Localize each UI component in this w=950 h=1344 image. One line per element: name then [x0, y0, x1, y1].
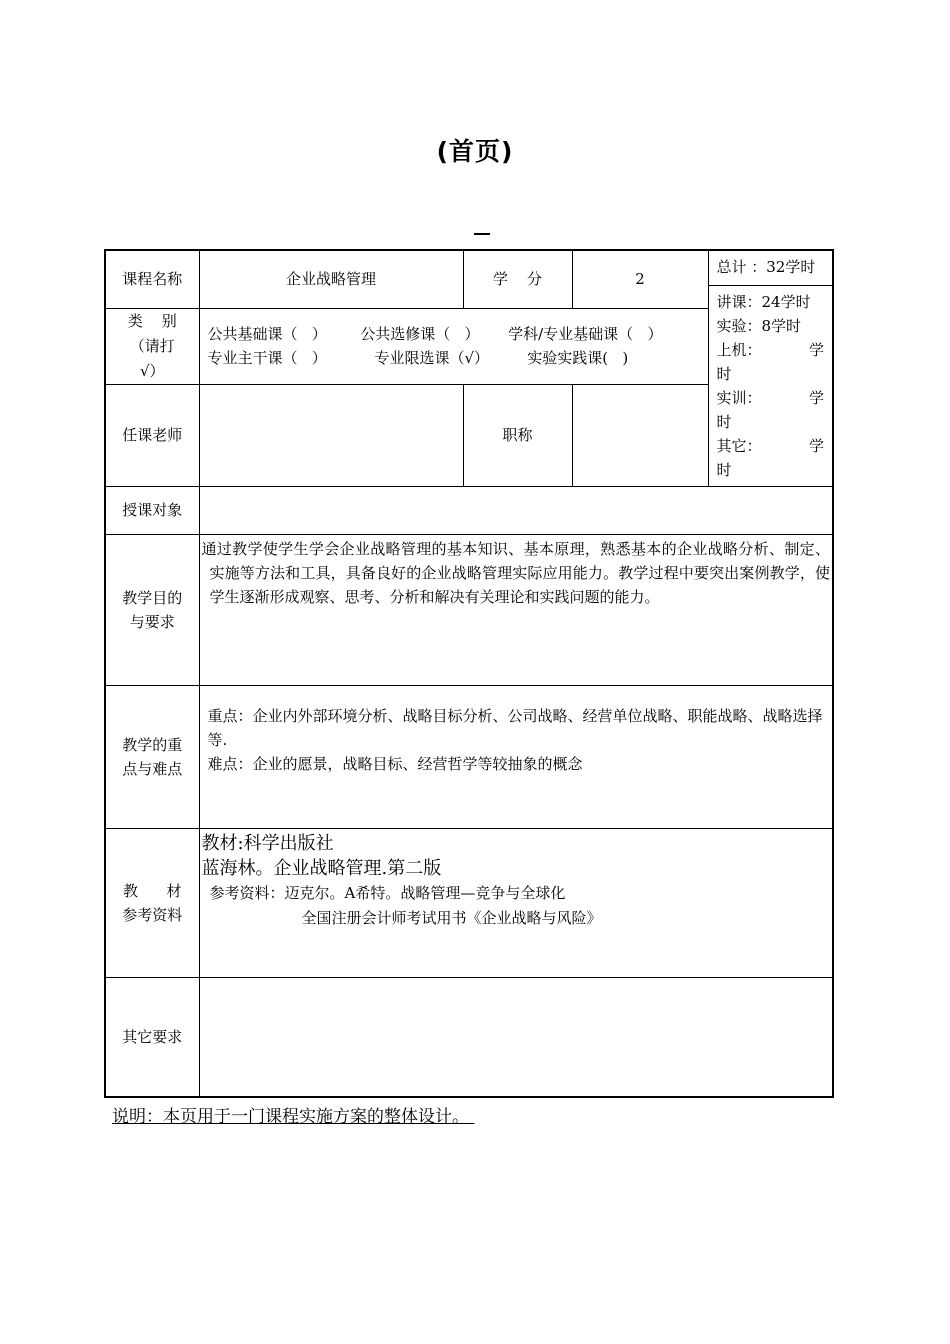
job-title-label: 职称	[463, 384, 572, 486]
credit-label: 学 分	[463, 250, 572, 308]
page-title: (首页)	[436, 137, 514, 166]
teacher-value[interactable]	[199, 384, 463, 486]
category-option[interactable]: 实验实践课( )	[527, 349, 629, 367]
category-label	[105, 308, 199, 384]
other-requirements-value[interactable]	[199, 977, 833, 1097]
materials-label	[105, 828, 199, 977]
materials-label-line1: 教 材	[122, 881, 182, 900]
category-label-line1: 类 别	[127, 311, 177, 330]
keypoints-content	[199, 685, 833, 828]
goals-label	[105, 534, 199, 685]
course-name-label: 课程名称	[105, 250, 199, 308]
hours-training	[717, 386, 825, 410]
hours-lab: 实验：8学时	[716, 317, 802, 335]
row-goals	[105, 534, 833, 685]
hours-other-tail: 时	[716, 461, 732, 479]
materials-reference-2: 全国注册会计师考试用书《企业战略与风险》	[301, 908, 602, 927]
hours-computer-unit: 学	[808, 341, 824, 359]
category-label-line2: （请打	[129, 336, 175, 355]
short-dash-divider	[474, 233, 490, 235]
row-course-name	[105, 250, 833, 308]
hours-lecture: 讲课：24学时	[716, 293, 811, 311]
credit-value: 2	[572, 250, 708, 308]
audience-value[interactable]	[199, 486, 833, 534]
materials-textbook: 教材:科学出版社	[201, 832, 334, 854]
row-keypoints	[105, 685, 833, 828]
row-other	[105, 977, 833, 1097]
materials-content	[199, 828, 833, 977]
hours-computer	[717, 338, 825, 362]
keypoints-label-line2: 点与难点	[122, 759, 183, 778]
hours-other-unit: 学	[808, 437, 824, 455]
hours-training-label: 实训：	[716, 389, 762, 407]
goals-text: 通过教学使学生学会企业战略管理的基本知识、基本原理，熟悉基本的企业战略分析、制定、实施等方法和工具，具备良好的企业战略管理实际应用能力。教学过程中要突出案例教学，使学生逐渐形成观察、思考、分析和解决有关理论和实践问题的能力。	[199, 534, 833, 685]
footnote: 说明：本页用于一门课程实施方案的整体设计。	[112, 1107, 475, 1127]
row-audience	[105, 486, 833, 534]
course-name-value: 企业战略管理	[199, 250, 463, 308]
hours-training-unit: 学	[808, 389, 824, 407]
hours-training-tail: 时	[716, 413, 732, 431]
course-plan-table	[104, 249, 834, 1098]
hours-computer-tail: 时	[716, 365, 732, 383]
job-title-value[interactable]	[572, 384, 708, 486]
category-option[interactable]: 公共选修课（ ）	[360, 325, 480, 343]
hours-computer-label: 上机：	[716, 341, 762, 359]
category-option[interactable]: 公共基础课（ ）	[207, 325, 327, 343]
other-requirements-label: 其它要求	[105, 977, 199, 1097]
category-label-line3: √）	[139, 361, 165, 380]
goals-label-line2: 与要求	[129, 612, 175, 631]
category-option[interactable]: 专业主干课（ ）	[207, 349, 327, 367]
keypoints-label-line1: 教学的重	[122, 735, 183, 754]
keypoints-label	[105, 685, 199, 828]
materials-reference: 参考资料：迈克尔。A希特。战略管理—竞争与全球化	[209, 883, 566, 902]
hours-other-label: 其它：	[716, 437, 762, 455]
hours-other	[717, 434, 825, 458]
audience-label: 授课对象	[105, 486, 199, 534]
goals-label-line1: 教学目的	[122, 588, 183, 607]
keypoints-emphasis: 重点：企业内外部环境分析、战略目标分析、公司战略、经营单位战略、职能战略、战略选择等.	[207, 706, 823, 749]
keypoints-difficulty: 难点：企业的愿景，战略目标、经营哲学等较抽象的概念	[207, 754, 583, 773]
category-option[interactable]: 专业限选课（√）	[374, 349, 490, 367]
hours-breakdown	[708, 250, 833, 486]
category-option[interactable]: 学科/专业基础课（ ）	[508, 325, 663, 343]
materials-textbook-title: 蓝海林。企业战略管理.第二版	[201, 857, 442, 879]
materials-label-line2: 参考资料	[122, 905, 183, 924]
hours-total: 总计 ：32学时	[709, 255, 833, 286]
row-materials	[105, 828, 833, 977]
category-options	[199, 308, 708, 384]
teacher-label: 任课老师	[105, 384, 199, 486]
